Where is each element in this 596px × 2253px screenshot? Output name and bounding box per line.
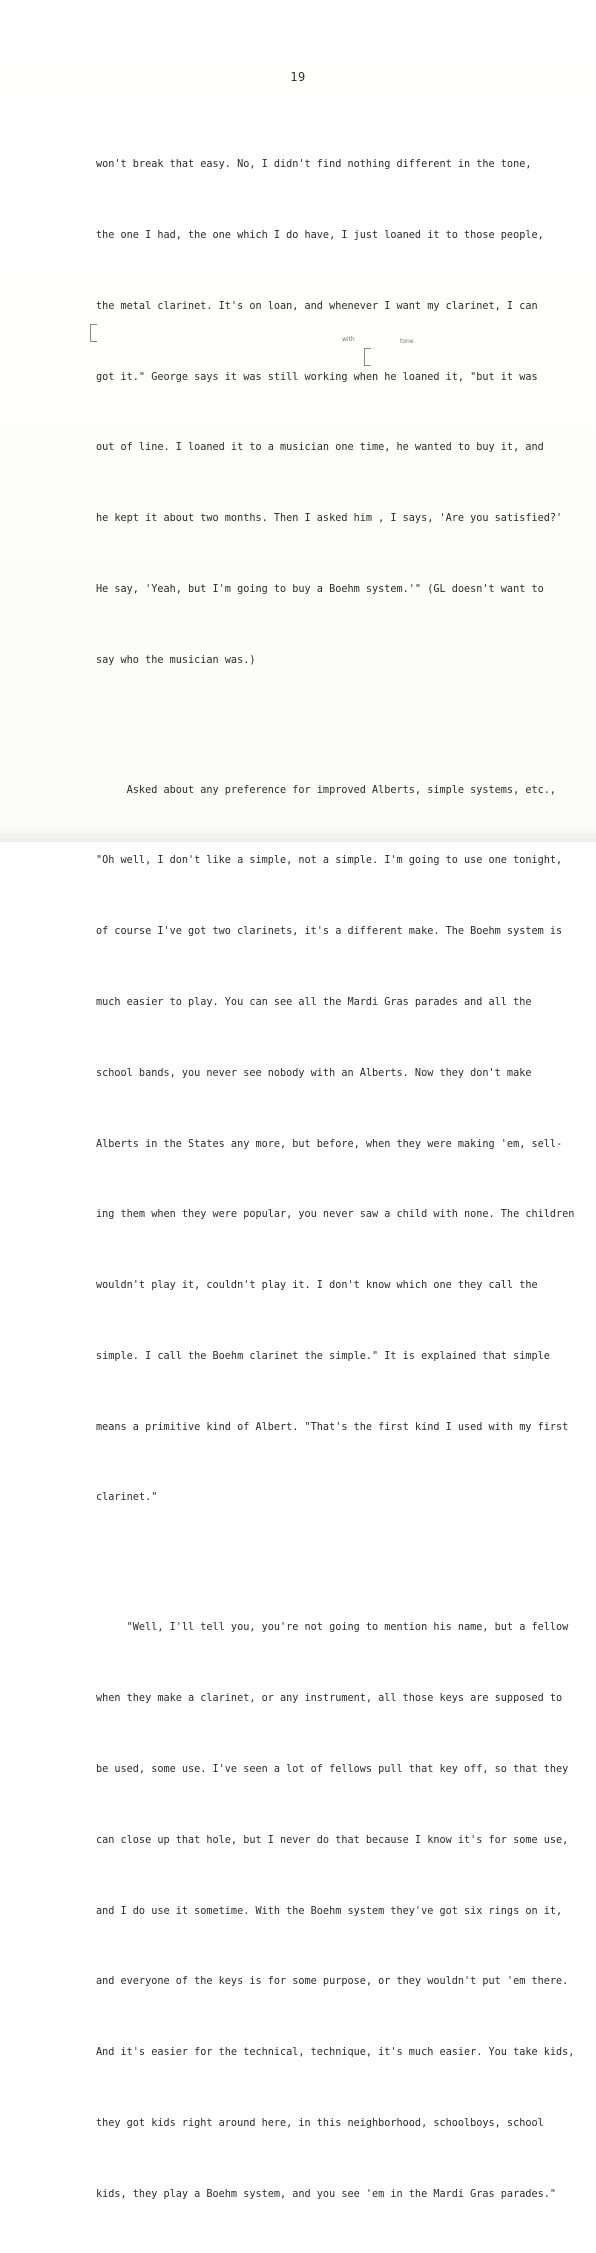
text-line: they got kids right around here, in this neighborhood, schoolboys, school bbox=[96, 2117, 544, 2129]
text-line: Alberts in the States any more, but before, when they were making 'em, sell- bbox=[96, 1138, 563, 1150]
text-line: kids, they play a Boehm system, and you see 'em in the Mardi Gras parades." bbox=[96, 2188, 557, 2200]
paragraph-1 bbox=[96, 106, 566, 719]
text-line: and I do use it sometime. With the Boehm system they've got six rings on it, bbox=[96, 1905, 563, 1917]
handwritten-note-with: with bbox=[342, 336, 355, 343]
text-line: and everyone of the keys is for some purpose, or they wouldn't put 'em there. bbox=[96, 1976, 569, 1988]
text-line: "Well, I'll tell you, you're not going to mention his name, but a fellow bbox=[96, 1622, 569, 1634]
paragraph-3 bbox=[96, 1569, 575, 2253]
text-line: means a primitive kind of Albert. "That's the first kind I used with my first bbox=[96, 1421, 569, 1433]
text-line: he kept it about two months. Then I asked him , I says, 'Are you satisfied?' bbox=[96, 513, 563, 525]
text-line: He say, 'Yeah, but I'm going to buy a Boehm system.'" (GL doesn't want to bbox=[96, 583, 544, 595]
handwritten-note-tone: tone bbox=[400, 338, 414, 345]
text-line: the one I had, the one which I do have, I just loaned it to those people, bbox=[96, 229, 544, 241]
text-line: of course I've got two clarinets, it's a different make. The Boehm system is bbox=[96, 926, 563, 938]
text-line: got it." George says it was still working when he loaned it, "but it was bbox=[96, 371, 538, 383]
text-line: And it's easier for the technical, technique, it's much easier. You take kids, bbox=[96, 2047, 575, 2059]
text-line: when they make a clarinet, or any instrument, all those keys are supposed to bbox=[96, 1693, 563, 1705]
page-bottom-edge bbox=[0, 826, 596, 842]
paragraph-gap bbox=[96, 1557, 566, 1569]
body-text bbox=[96, 106, 575, 2253]
text-line: clarinet." bbox=[96, 1492, 158, 1504]
text-line: school bands, you never see nobody with an Alberts. Now they don't make bbox=[96, 1067, 532, 1079]
paragraph-2 bbox=[96, 731, 575, 1557]
text-line: be used, some use. I've seen a lot of fellows pull that key off, so that they bbox=[96, 1763, 569, 1775]
text-line: won't break that easy. No, I didn't find nothing different in the tone, bbox=[96, 159, 532, 171]
paragraph-gap bbox=[96, 719, 566, 731]
text-line: Asked about any preference for improved Alberts, simple systems, etc., bbox=[96, 784, 557, 796]
text-line: ing them when they were popular, you never saw a child with none. The children bbox=[96, 1209, 575, 1221]
editorial-bracket-mark bbox=[90, 324, 97, 342]
page-number: 19 bbox=[290, 70, 306, 84]
text-line: the metal clarinet. It's on loan, and whenever I want my clarinet, I can bbox=[96, 300, 538, 312]
text-line: simple. I call the Boehm clarinet the simple." It is explained that simple bbox=[96, 1350, 550, 1362]
text-line: say who the musician was.) bbox=[96, 654, 256, 666]
text-line: can close up that hole, but I never do that because I know it's for some use, bbox=[96, 1834, 569, 1846]
text-line: much easier to play. You can see all the Mardi Gras parades and all the bbox=[96, 996, 532, 1008]
editorial-bracket-mark bbox=[364, 348, 371, 366]
text-line: out of line. I loaned it to a musician one time, he wanted to buy it, and bbox=[96, 442, 544, 454]
text-line: wouldn't play it, couldn't play it. I don't know which one they call the bbox=[96, 1280, 538, 1292]
text-line: "Oh well, I don't like a simple, not a simple. I'm going to use one tonight, bbox=[96, 855, 563, 867]
